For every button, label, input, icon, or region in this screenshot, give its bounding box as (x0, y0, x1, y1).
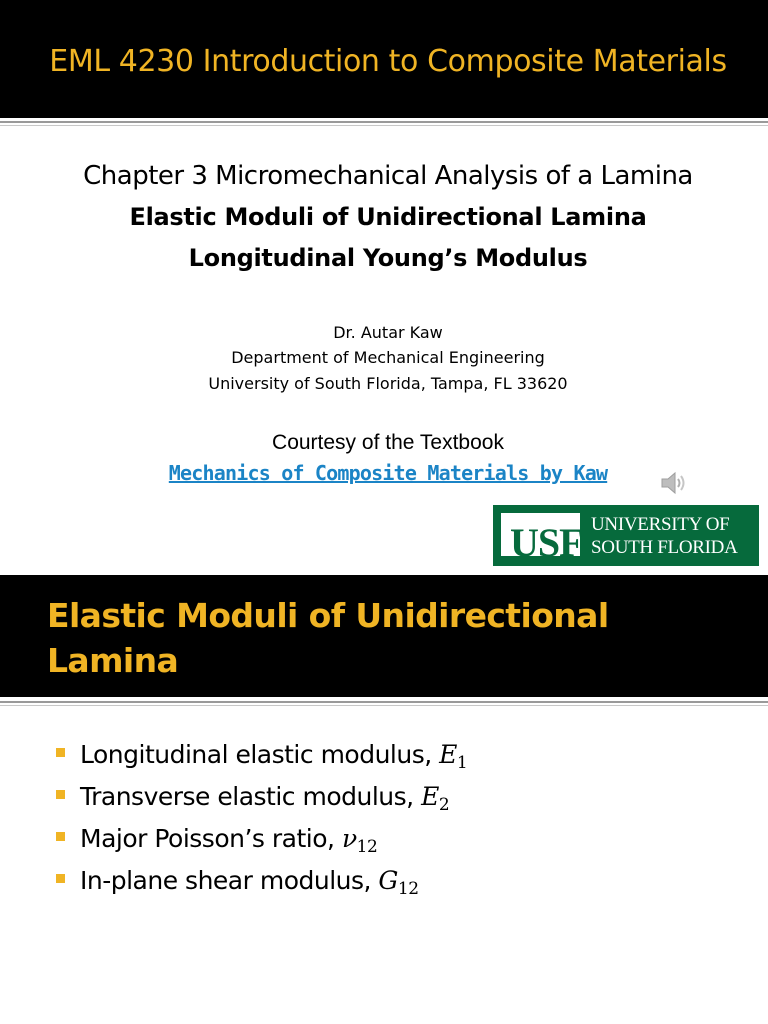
math-symbol: $E_1$ (439, 740, 468, 773)
bullet-square-icon (56, 748, 65, 757)
usf-logo-mark (501, 513, 583, 565)
bullet-text: In-plane shear modulus, (80, 866, 379, 895)
usf-logo-letters: USF (510, 520, 583, 565)
usf-logo-line-2: SOUTH FLORIDA (591, 537, 738, 558)
slide-2 (0, 575, 768, 1024)
math-symbol: $E_2$ (421, 782, 450, 815)
bullet-square-icon (56, 874, 65, 883)
subtitle-line-2: Longitudinal Young’s Modulus (188, 244, 588, 272)
courtesy-text: Courtesy of the Textbook (272, 431, 504, 454)
divider-line-thin (0, 705, 768, 706)
author-department: Department of Mechanical Engineering (231, 348, 545, 367)
slide-title: Elastic Moduli of Unidirectional Lamina (47, 596, 609, 680)
bullet-text: Major Poisson’s ratio, (80, 824, 342, 853)
divider-line (0, 701, 768, 703)
bullet-text: Longitudinal elastic modulus, (80, 740, 440, 769)
speaker-icon[interactable] (660, 470, 688, 496)
divider-line-thin (0, 125, 768, 126)
math-symbol: $\nu_{12}$ (341, 824, 378, 857)
chapter-heading: Chapter 3 Micromechanical Analysis of a Lamina (83, 161, 693, 191)
title-bar (0, 0, 768, 118)
title-bar (0, 575, 768, 697)
textbook-link[interactable]: Mechanics of Composite Materials by Kaw (168, 461, 608, 485)
course-title: EML 4230 Introduction to Composite Materials (49, 44, 727, 79)
author-university: University of South Florida, Tampa, FL 33620 (208, 374, 568, 393)
usf-logo (493, 505, 759, 566)
bullet-square-icon (56, 790, 65, 799)
author-name: Dr. Autar Kaw (333, 323, 443, 342)
usf-logo-line-1: UNIVERSITY OF (591, 514, 730, 535)
bullet-text: Transverse elastic modulus, (80, 782, 422, 811)
divider-line (0, 121, 768, 123)
math-symbol: $G_{12}$ (378, 866, 419, 899)
bullet-square-icon (56, 832, 65, 841)
subtitle-line-1: Elastic Moduli of Unidirectional Lamina (129, 203, 647, 231)
